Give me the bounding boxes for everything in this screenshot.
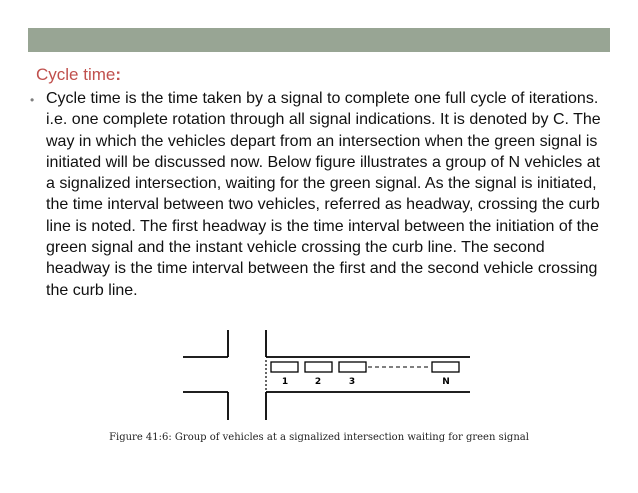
vehicle-1 xyxy=(271,362,298,372)
figure-caption: Figure 41:6: Group of vehicles at a signalized intersection waiting for green signal xyxy=(109,432,529,443)
body-paragraph: Cycle time is the time taken by a signal to complete one full cycle of iterations. i.e. one complete rotation through all signal indications. It is denoted by C. The way in which the vehicles depart from an intersection when the green signal is initiated will be discussed now. Below figure illustrates a group of N vehicles at a signalized intersection, waiting for the green signal. As the signal is initiated, the time interval between two vehicles, referred as headway, crossing the curb line is noted. The first headway is the time interval between the initiation of the green signal and the instant vehicle crossing the curb line. The second headway is the time interval between the first and the second vehicle crossing the curb line. xyxy=(46,90,601,299)
slide-title-colon: : xyxy=(115,65,122,84)
slide-title-text: Cycle time xyxy=(36,65,116,84)
vehicle-label-n: N xyxy=(442,377,450,387)
vehicle-n xyxy=(432,362,459,372)
vehicle-label-2: 2 xyxy=(314,377,322,387)
vehicle-label-3: 3 xyxy=(348,377,356,387)
vehicle-2 xyxy=(305,362,332,372)
vehicle-3 xyxy=(339,362,366,372)
vehicle-label-1: 1 xyxy=(281,377,289,387)
bullet-marker: • xyxy=(30,93,35,107)
